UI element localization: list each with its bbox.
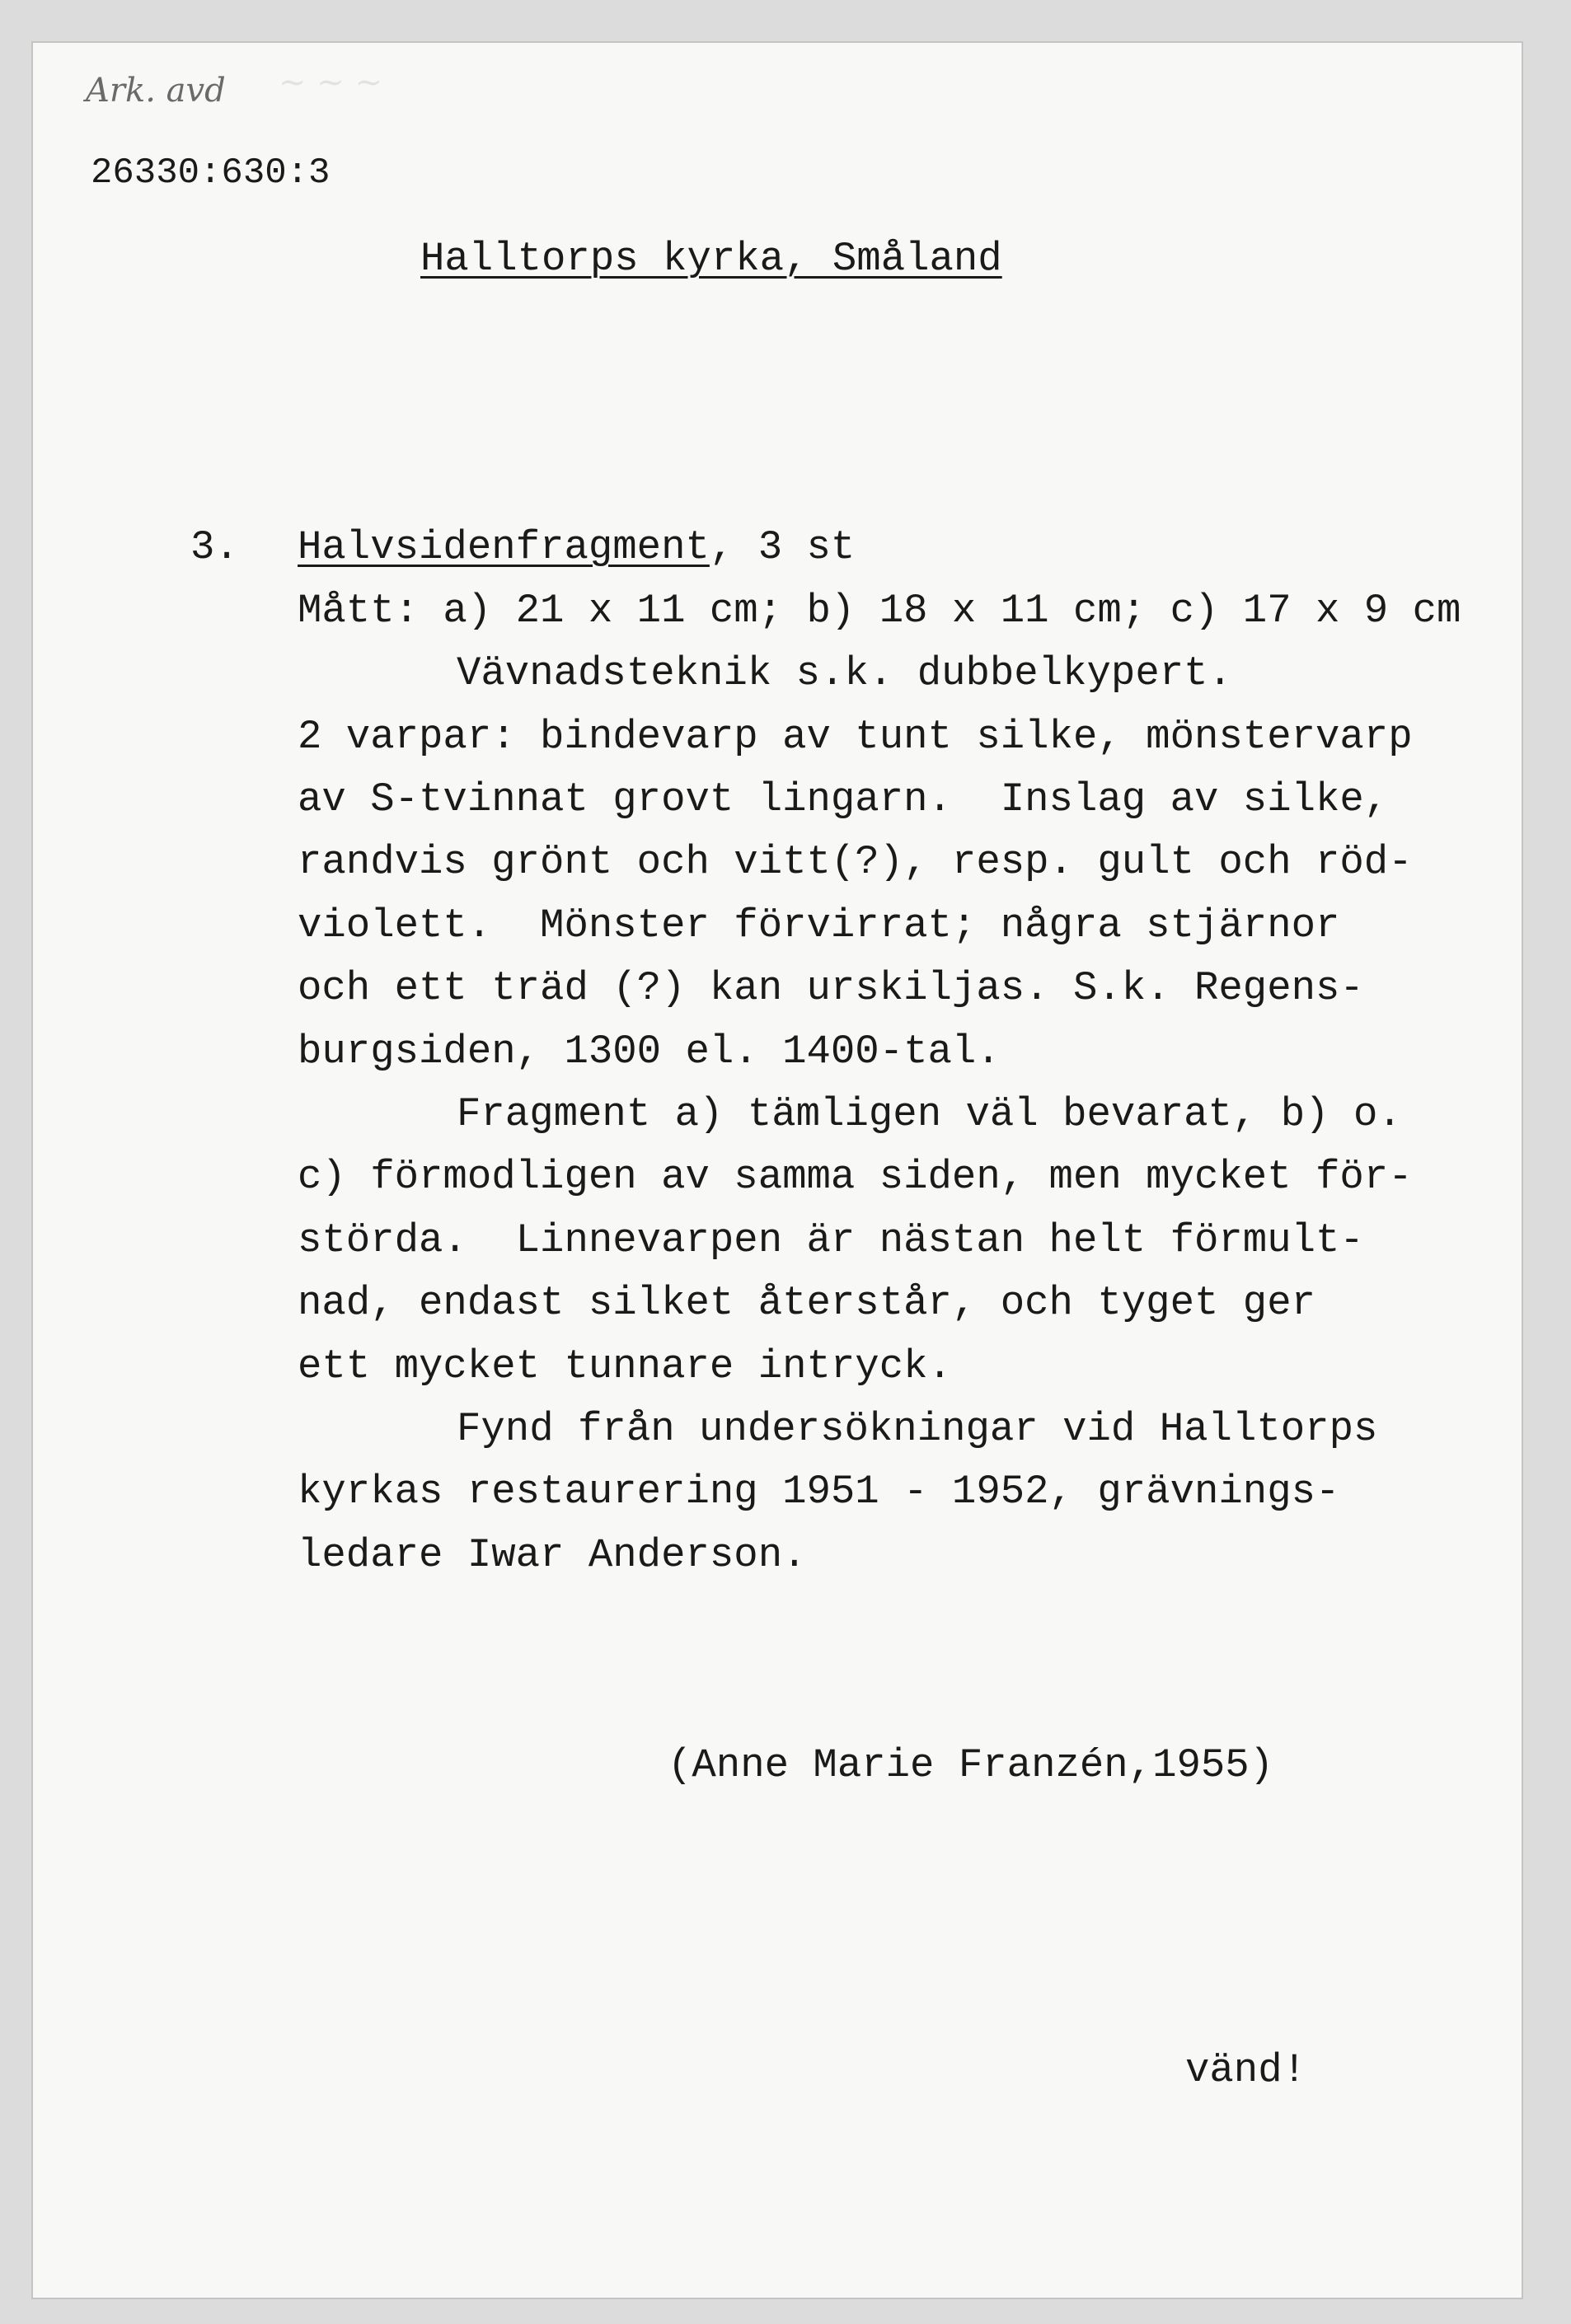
text-line: kyrkas restaurering 1951 - 1952, grävnings- <box>298 1469 1340 1515</box>
card-heading: Halltorps kyrka, Småland <box>420 236 1002 282</box>
text-line: c) förmodligen av samma siden, men mycket för- <box>298 1154 1413 1200</box>
archive-card <box>31 41 1523 2299</box>
item-title-line <box>298 524 856 570</box>
catalog-number: 26330:630:3 <box>91 152 331 194</box>
text-line: randvis grönt och vitt(?), resp. gult och röd- <box>298 839 1413 885</box>
turn-over-note: vänd! <box>1185 2047 1307 2093</box>
text-line: Fragment a) tämligen väl bevarat, b) o. <box>457 1091 1402 1137</box>
text-line: av S-tvinnat grovt lingarn. Inslag av silke, <box>298 776 1389 822</box>
erased-pencil-note: ~ ~ ~ <box>279 63 382 101</box>
text-line: violett. Mönster förvirrat; några stjärnor <box>298 902 1340 949</box>
item-count: , 3 st <box>709 524 856 570</box>
text-line: 2 varpar: bindevarp av tunt silke, mönstervarp <box>298 714 1413 760</box>
text-line: Fynd från undersökningar vid Halltorps <box>457 1406 1378 1452</box>
item-title: Halvsidenfragment <box>298 524 710 570</box>
item-number: 3. <box>190 524 239 570</box>
text-line: Mått: a) 21 x 11 cm; b) 18 x 11 cm; c) 17 x 9 cm <box>298 588 1461 634</box>
text-line: ledare Iwar Anderson. <box>298 1532 807 1578</box>
text-line: och ett träd (?) kan urskiljas. S.k. Regens- <box>298 965 1364 1011</box>
text-line: störda. Linnevarpen är nästan helt förmult- <box>298 1217 1364 1263</box>
text-line: ett mycket tunnare intryck. <box>298 1343 952 1389</box>
text-line: Vävnadsteknik s.k. dubbelkypert. <box>457 650 1232 696</box>
handwritten-department-note: Ark. avd <box>86 72 226 110</box>
text-line: nad, endast silket återstår, och tyget ger <box>298 1280 1316 1326</box>
text-line: burgsiden, 1300 el. 1400-tal. <box>298 1028 1001 1075</box>
author-signature: (Anne Marie Franzén,1955) <box>668 1742 1274 1788</box>
